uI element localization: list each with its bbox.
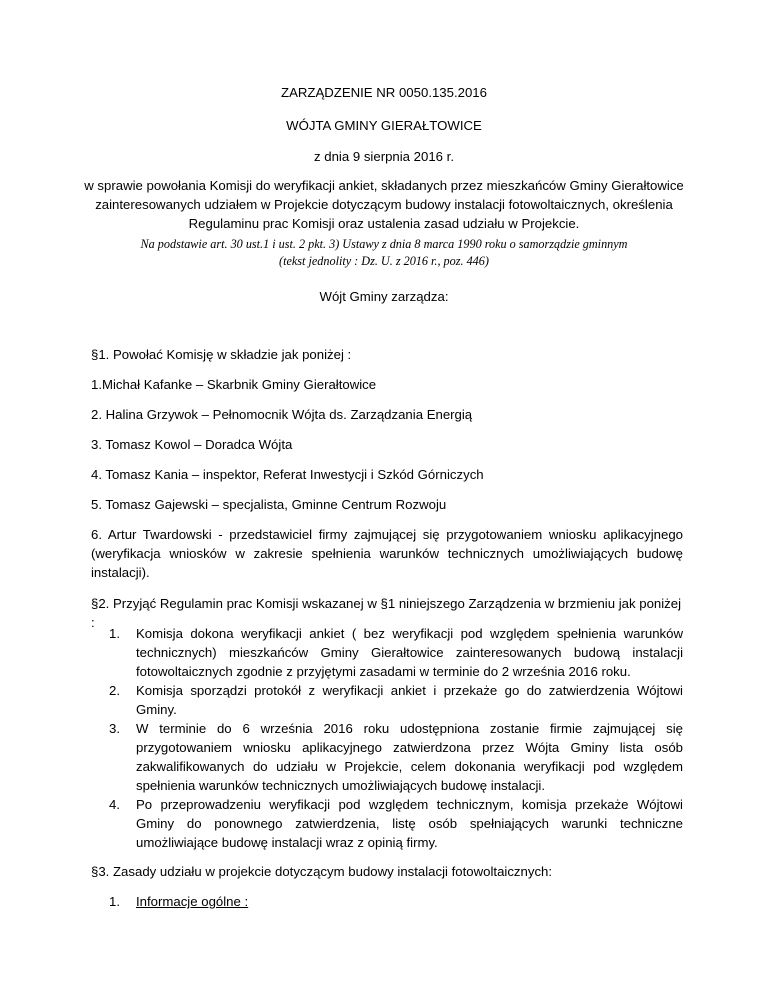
document-issuer: WÓJTA GMINY GIERAŁTOWICE — [286, 118, 482, 133]
list-item-text: W terminie do 6 września 2016 roku udostępniona zostanie firmie zajmującej się przygotowaniem wniosku aplikacyjnego zatwierdzona przez Wójta Gminy lista osób zakwalifikowanych do udziału w Projekcie, celem dokonania weryfikacji pod względem spełnienia warunków technicznych umożliwiających budowę instalacji. — [136, 721, 683, 793]
list-item-number: 1. — [109, 626, 120, 641]
list-item — [91, 795, 683, 852]
commission-member: 3. Tomasz Kowol – Doradca Wójta — [91, 437, 293, 452]
commission-member: 1.Michał Kafanke – Skarbnik Gminy Gierałtowice — [91, 377, 377, 392]
participation-rules-list — [91, 892, 683, 911]
legal-basis-line-2: (tekst jednolity : Dz. U. z 2016 r., poz. 446) — [279, 254, 489, 268]
list-item-number: 2. — [109, 683, 120, 698]
section-3-intro: §3. Zasady udziału w projekcie dotyczącym budowy instalacji fotowoltaicznych: — [91, 864, 553, 879]
regulation-list — [91, 624, 683, 852]
commission-member: 2. Halina Grzywok – Pełnomocnik Wójta ds. Zarządzania Energią — [91, 407, 473, 422]
list-item — [91, 719, 683, 795]
document-date: z dnia 9 sierpnia 2016 r. — [313, 149, 455, 164]
list-item — [91, 681, 683, 719]
commission-member: 4. Tomasz Kania – inspektor, Referat Inwestycji i Szkód Górniczych — [91, 467, 484, 482]
list-item-text: Komisja sporządzi protokół z weryfikacji ankiet i przekaże go do zatwierdzenia Wójtowi Gminy. — [136, 683, 683, 717]
list-item-text: Po przeprowadzeniu weryfikacji pod względem technicznym, komisja przekaże Wójtowi Gminy do ponownego zatwierdzenia, listę osób spełniających warunki techniczne umożliwiające budowę instalacji wraz z opinią firmy. — [136, 797, 683, 850]
list-item-text: Informacje ogólne : — [136, 894, 249, 909]
document-subject: w sprawie powołania Komisji do weryfikacji ankiet, składanych przez mieszkańców Gminy Gierałtowice zainteresowanych udziałem w Projekcie dotyczącym budowy instalacji fotowoltaicznych, określenia Regulaminu prac Komisji oraz ustalenia zasad udziału w Projekcie. — [84, 178, 684, 231]
list-item — [91, 892, 683, 911]
legal-basis-line-1: Na podstawie art. 30 ust.1 i ust. 2 pkt. 3) Ustawy z dnia 8 marca 1990 roku o samorządzie gminnym — [140, 237, 628, 251]
list-item-text: Komisja dokona weryfikacji ankiet ( bez weryfikacji pod względem spełnienia warunków technicznych) mieszkańców Gminy Gierałtowice zainteresowanych budową instalacji fotowoltaicznych zgodnie z przyjętymi zasadami w terminie do 2 września 2016 roku. — [136, 626, 683, 679]
list-item-number: 3. — [109, 721, 120, 736]
list-item-number: 4. — [109, 797, 120, 812]
section-1-intro: §1. Powołać Komisję w składzie jak poniżej : — [91, 347, 352, 362]
commission-member: 5. Tomasz Gajewski – specjalista, Gminne Centrum Rozwoju — [91, 497, 447, 512]
list-item-number: 1. — [109, 894, 120, 909]
document-title: ZARZĄDZENIE NR 0050.135.2016 — [281, 85, 487, 100]
commission-member: 6. Artur Twardowski - przedstawiciel firmy zajmującej się przygotowaniem wniosku aplikacyjnego (weryfikacja wniosków w zakresie spełnienia warunków technicznych umożliwiających budowę instalacji). — [91, 527, 683, 580]
section-2-intro: §2. Przyjąć Regulamin prac Komisji wskazanej w §1 niniejszego Zarządzenia w brzmieniu jak poniżej : — [91, 596, 682, 630]
list-item — [91, 624, 683, 681]
decree-statement: Wójt Gminy zarządza: — [319, 289, 449, 304]
